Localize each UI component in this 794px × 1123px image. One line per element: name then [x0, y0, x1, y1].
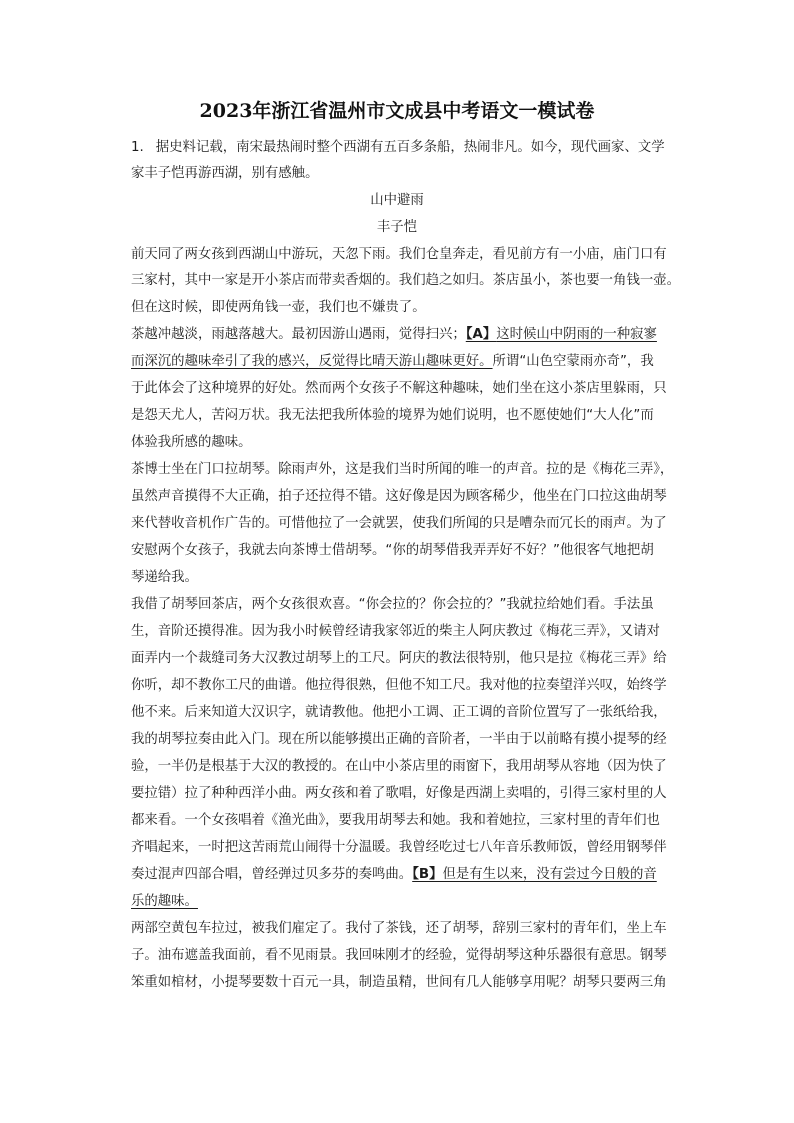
essay-line: 茶博士坐在门口拉胡琴。除雨声外，这是我们当时所闻的唯一的声音。拉的是《梅花三弄》，: [131, 462, 674, 477]
essay-line: 齐唱起来，一时把这苦雨荒山闹得十分温暖。我曾经吃过七八年音乐教师饭，曾经用钢琴伴: [131, 840, 667, 855]
essay-title: 山中避雨: [370, 193, 424, 208]
mark-a: 【A】: [465, 327, 497, 342]
essay-line: 都来看。一个女孩唱着《渔光曲》，要我用胡琴去和她。我和着她拉，三家村里的青年们也: [131, 813, 660, 828]
essay-line: 虽然声音摸得不大正确，拍子还拉得不错。这好像是因为顾客稀少，他坐在门口拉这曲胡琴: [131, 489, 667, 504]
essay-author: 丰子恺: [376, 220, 418, 235]
essay-line: 琴递给我。: [131, 570, 198, 585]
essay-line: [131, 892, 198, 912]
exam-title: 2023年浙江省温州市文成县中考语文一模试卷: [199, 100, 595, 122]
essay-line: 我的胡琴拉奏由此入门。现在所以能够摸出正确的音阶者，一半由于以前略有摸小提琴的经: [131, 732, 667, 747]
essay-line: 两部空黄包车拉过，被我们雇定了。我付了茶钱，还了胡琴，辞别三家村的青年们，坐上车: [131, 921, 667, 936]
essay-text: 所谓“山色空蒙雨亦奇”，我: [492, 354, 654, 369]
essay-line: [131, 865, 657, 885]
essay-line: 安慰两个女孩子，我就去向茶博士借胡琴。“你的胡琴借我弄弄好不好？”他很客气地把胡: [131, 543, 654, 558]
essay-line: 前天同了两女孩到西湖山中游玩，天忽下雨。我们仓皇奔走，看见前方有一小庙，庙门口有: [131, 247, 667, 262]
essay-text: 奏过混声四部合唱，曾经弹过贝多芬的奏鸣曲。: [131, 867, 413, 882]
essay-line: 三家村，其中一家是开小茶店而带卖香烟的。我们趋之如归。茶店虽小，茶也要一角钱一壶。: [131, 273, 681, 288]
underlined-sentence-b-cont: 乐的趣味。: [131, 894, 198, 909]
question-line-1: [131, 138, 665, 158]
question-number: 1.: [131, 140, 144, 155]
essay-line: 是怨天尤人，苦闷万状。我无法把我所体验的境界为她们说明，也不愿使她们“大人化”而: [131, 408, 654, 423]
essay-line: 我借了胡琴回茶店，两个女孩很欢喜。“你会拉的？你会拉的？”我就拉给她们看。手法虽: [131, 597, 654, 612]
essay-line: 但在这时候，即使两角钱一壶，我们也不嫌贵了。: [131, 300, 426, 315]
essay-line: 验，一半仍是根基于大汉的教授的。在山中小茶店里的雨窗下，我用胡琴从容地（因为快了: [131, 759, 667, 774]
essay-line: [131, 325, 657, 345]
underlined-sentence-a-cont: 而深沉的趣味牵引了我的感兴，反觉得比晴天游山趣味更好。: [131, 354, 493, 369]
essay-line: 要拉错）拉了种种西洋小曲。两女孩和着了歌唱，好像是西湖上卖唱的，引得三家村里的人: [131, 786, 667, 801]
underlined-sentence-a: 这时候山中阴雨的一种寂寥: [496, 327, 657, 342]
mark-b: 【B】: [412, 867, 443, 882]
essay-line: 来代替收音机作广告的。可惜他拉了一会就罢，使我们所闻的只是嘈杂而冗长的雨声。为了: [131, 516, 667, 531]
essay-line: 他不来。后来知道大汉识字，就请教他。他把小工调、正工调的音阶位置写了一张纸给我，: [131, 705, 667, 720]
underlined-sentence-b: 但是有生以来，没有尝过今日般的音: [442, 867, 657, 882]
essay-line: 你听，却不教你工尺的曲谱。他拉得很熟，但他不知工尺。我对他的拉奏望洋兴叹，始终学: [131, 678, 667, 693]
question-text: 据史料记载，南宋最热闹时整个西湖有五百多条船，热闹非凡。如今，现代画家、文学: [155, 140, 665, 155]
essay-line: 子。油布遮盖我面前，看不见雨景。我回味刚才的经验，觉得胡琴这种乐器很有意思。钢琴: [131, 948, 667, 963]
essay-text: 茶越冲越淡，雨越落越大。最初因游山遇雨，觉得扫兴；: [131, 327, 466, 342]
essay-line: 笨重如棺材，小提琴要数十百元一具，制造虽精，世间有几人能够享用呢？胡琴只要两三角: [131, 975, 667, 990]
essay-line: 生，音阶还摸得准。因为我小时候曾经请我家邻近的柴主人阿庆教过《梅花三弄》，又请对: [131, 624, 660, 639]
essay-line: [131, 352, 654, 372]
essay-line: 面弄内一个裁缝司务大汉教过胡琴上的工尺。阿庆的教法很特别，他只是拉《梅花三弄》给: [131, 651, 667, 666]
essay-line: 于此体会了这种境界的好处。然而两个女孩子不解这种趣味，她们坐在这小茶店里躲雨，只: [131, 381, 667, 396]
question-line-2: 家丰子恺再游西湖，别有感触。: [131, 166, 319, 181]
essay-line: 体验我所感的趣味。: [131, 435, 252, 450]
